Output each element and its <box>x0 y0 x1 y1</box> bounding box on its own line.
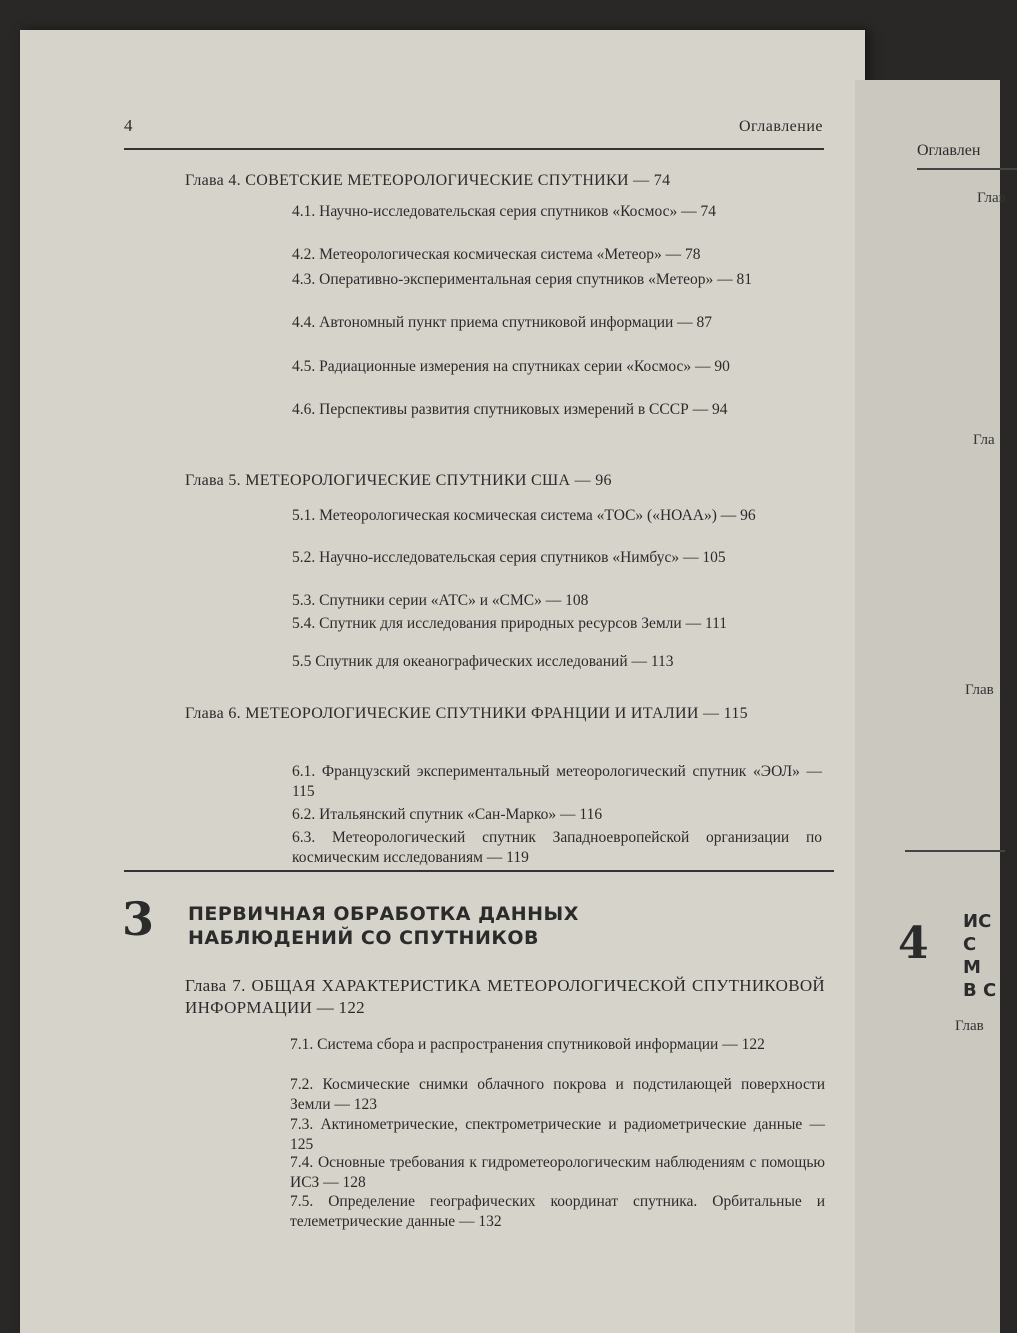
next-page-part-number: 4 <box>898 918 929 969</box>
toc-entry-4-6: 4.6. Перспективы развития спутниковых измерений в СССР — 94 <box>292 401 728 418</box>
toc-entry-7-5: 7.5. Определение географических координат спутника. Орбитальные и телеметрические данные — 132 <box>290 1193 825 1230</box>
next-page-part-title-line: ИС <box>963 911 992 932</box>
toc-entry-4-5: 4.5. Радиационные измерения на спутниках серии «Космос» — 90 <box>292 358 730 375</box>
next-page-part-title-line: С М <box>963 934 981 978</box>
chapter-5-title: Глава 5. МЕТЕОРОЛОГИЧЕСКИЕ СПУТНИКИ США — 96 <box>185 472 612 489</box>
book-page-left <box>20 30 865 1333</box>
chapter-6-title: Глава 6. МЕТЕОРОЛОГИЧЕСКИЕ СПУТНИКИ ФРАНЦИИ И ИТАЛИИ — 115 <box>185 705 748 722</box>
toc-entry-5-1: 5.1. Метеорологическая космическая система «ТОС» («НОАА») — 96 <box>292 507 756 524</box>
next-page-running-head: Оглавлен <box>917 142 981 159</box>
toc-entry-4-4: 4.4. Автономный пункт приема спутниковой информации — 87 <box>292 314 713 331</box>
toc-entry-5-4: 5.4. Спутник для исследования природных ресурсов Земли — 111 <box>292 615 728 632</box>
next-page-fragment: Глав <box>977 190 1006 206</box>
next-page-header-rule <box>917 168 1017 170</box>
next-page-fragment: Гла <box>973 432 995 448</box>
toc-entry-6-1: 6.1. Французский экспериментальный метеорологический спутник «ЭОЛ» — 115 <box>292 763 822 800</box>
running-head: Оглавление <box>738 118 823 135</box>
toc-entry-7-2: 7.2. Космические снимки облачного покрова и подстилающей поверхности Земли — 123 <box>290 1076 825 1113</box>
book-page-right <box>855 80 1006 1333</box>
section-rule <box>124 870 834 872</box>
toc-entry-7-3: 7.3. Актинометрические, спектрометрические и радиометрические данные — 125 <box>290 1116 825 1153</box>
toc-entry-4-1: 4.1. Научно-исследовательская серия спутников «Космос» — 74 <box>292 203 717 220</box>
chapter-7-title: Глава 7. ОБЩАЯ ХАРАКТЕРИСТИКА МЕТЕОРОЛОГИЧЕСКОЙ СПУТНИКОВОЙ ИНФОРМАЦИИ — 122 <box>185 976 825 1017</box>
toc-entry-6-2: 6.2. Итальянский спутник «Сан-Марко» — 116 <box>292 806 603 823</box>
toc-entry-4-2: 4.2. Метеорологическая космическая система «Метеор» — 78 <box>292 246 701 263</box>
toc-entry-5-2: 5.2. Научно-исследовательская серия спутников «Нимбус» — 105 <box>292 549 726 566</box>
toc-entry-7-4: 7.4. Основные требования к гидрометеорологическим наблюдениям с помощью ИСЗ — 128 <box>290 1154 825 1191</box>
toc-entry-5-5: 5.5 Спутник для океанографических исследований — 113 <box>292 653 674 670</box>
next-page-part-title <box>963 910 1000 1002</box>
next-page-fragment: Глав <box>965 682 994 698</box>
header-rule <box>124 148 824 150</box>
toc-entry-7-1: 7.1. Система сбора и распространения спутниковой информации — 122 <box>290 1036 765 1053</box>
part-title: ПЕРВИЧНАЯ ОБРАБОТКА ДАННЫХ НАБЛЮДЕНИЙ СО СПУТНИКОВ <box>188 903 579 949</box>
next-page-fragment: Глав <box>955 1018 984 1034</box>
page-number: 4 <box>124 116 133 135</box>
chapter-4-title: Глава 4. СОВЕТСКИЕ МЕТЕОРОЛОГИЧЕСКИЕ СПУТНИКИ — 74 <box>185 172 671 189</box>
next-page-part-title-line: В С <box>963 980 997 1001</box>
toc-entry-5-3: 5.3. Спутники серии «АТС» и «СМС» — 108 <box>292 592 589 609</box>
toc-entry-4-3: 4.3. Оперативно-экспериментальная серия спутников «Метеор» — 81 <box>292 271 752 288</box>
part-number: 3 <box>122 892 155 946</box>
toc-entry-6-3: 6.3. Метеорологический спутник Западноевропейской организации по космическим исследованиям — 119 <box>292 829 822 866</box>
next-page-section-rule <box>905 850 1005 852</box>
